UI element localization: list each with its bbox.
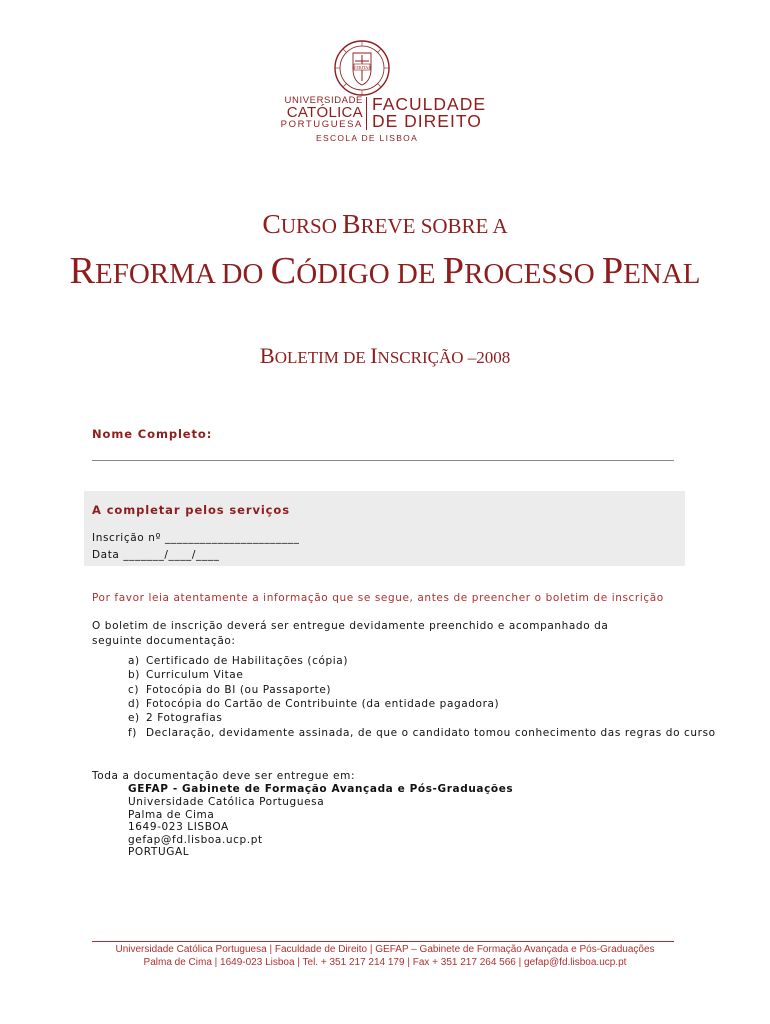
address-line: Universidade Católica Portuguesa — [128, 796, 325, 808]
title-initial: B — [342, 208, 361, 239]
univ-line2: CATÓLICA — [286, 104, 363, 121]
address-email: gefap@fd.lisboa.ucp.pt — [128, 834, 263, 846]
subtitle-text: NSCRIÇÃO –2008 — [377, 348, 511, 367]
list-marker: d) — [128, 698, 140, 710]
title-text: ÓDIGO DE — [296, 258, 443, 290]
univ-line1: UNIVERSIDADE — [284, 95, 363, 106]
form-subtitle — [0, 343, 770, 369]
footer-divider — [92, 941, 674, 942]
list-item-text: Declaração, devidamente assinada, de que o candidato tomou conhecimento das regras do curso — [146, 727, 716, 739]
list-item — [128, 684, 331, 696]
univ-line3: PORTUGUESA — [280, 119, 363, 130]
full-name-input-line[interactable] — [92, 460, 674, 461]
subtitle-initial: I — [370, 343, 378, 368]
full-name-label: Nome Completo: — [92, 427, 213, 441]
list-item — [128, 655, 348, 667]
date-field: Data _______/____/____ — [92, 549, 220, 561]
list-item-text: Fotocópia do BI (ou Passaporte) — [146, 684, 332, 696]
address-line: Palma de Cima — [128, 809, 215, 821]
subtitle-initial: B — [259, 343, 275, 368]
logo-divider — [366, 97, 367, 130]
address-line: PORTUGAL — [128, 846, 190, 858]
list-item — [128, 698, 499, 710]
university-name — [277, 96, 363, 130]
course-title-line2 — [0, 249, 770, 293]
read-carefully-notice: Por favor leia atentamente a informação que se segue, antes de preencher o boletim de inscrição — [92, 592, 664, 604]
address-line: 1649-023 LISBOA — [128, 821, 229, 833]
title-text: URSO — [280, 214, 343, 238]
title-initial: C — [270, 250, 297, 292]
footer-line2: Palma de Cima | 1649-023 Lisboa | Tel. + 351 217 214 179 | Fax + 351 217 264 566 | gefap@fd.lisboa.ucp.pt — [143, 957, 627, 968]
intro-paragraph: O boletim de inscrição deverá ser entregue devidamente preenchido e acompanhado da seguinte documentação: — [92, 620, 609, 647]
title-text: ENAL — [623, 258, 701, 290]
address-organization: GEFAP - Gabinete de Formação Avançada e Pós-Graduações — [128, 783, 514, 795]
list-marker: c) — [128, 684, 140, 696]
seal-text: VERITAS — [353, 65, 371, 70]
fac-line2: DE DIREITO — [372, 111, 482, 131]
inscricao-number-field: Inscrição nº _______________________ — [92, 532, 300, 544]
course-title-line1 — [0, 208, 770, 240]
footer-line1: Universidade Católica Portuguesa | Faculdade de Direito | GEFAP – Gabinete de Formação Avançada e Pós-Graduações — [115, 944, 655, 955]
list-item — [128, 727, 716, 739]
list-item — [128, 669, 243, 681]
fac-line1: FACULDADE — [372, 94, 487, 114]
title-initial: P — [601, 250, 624, 292]
services-box — [84, 491, 685, 566]
list-item-text: Certificado de Habilitações (cópia) — [146, 655, 349, 667]
title-initial: R — [69, 250, 96, 292]
escola-name: ESCOLA DE LISBOA — [316, 133, 419, 143]
list-item-text: Fotocópia do Cartão de Contribuinte (da entidade pagadora) — [146, 698, 500, 710]
title-initial: C — [262, 208, 281, 239]
list-item-text: 2 Fotografias — [146, 712, 223, 724]
subtitle-text: OLETIM DE — [274, 348, 371, 367]
title-initial: P — [442, 250, 465, 292]
list-marker: f) — [128, 727, 137, 739]
faculty-name — [372, 96, 486, 130]
delivery-instructions: Toda a documentação deve ser entregue em: — [92, 770, 356, 782]
list-marker: a) — [128, 655, 140, 667]
list-marker: b) — [128, 669, 140, 681]
list-item-text: Curriculum Vitae — [146, 669, 244, 681]
list-item — [128, 712, 222, 724]
title-text: EFORMA DO — [95, 258, 271, 290]
university-seal-logo — [333, 39, 391, 97]
title-text: ROCESSO — [464, 258, 602, 290]
title-text: REVE SOBRE A — [360, 214, 508, 238]
services-heading: A completar pelos serviços — [92, 503, 290, 517]
list-marker: e) — [128, 712, 140, 724]
